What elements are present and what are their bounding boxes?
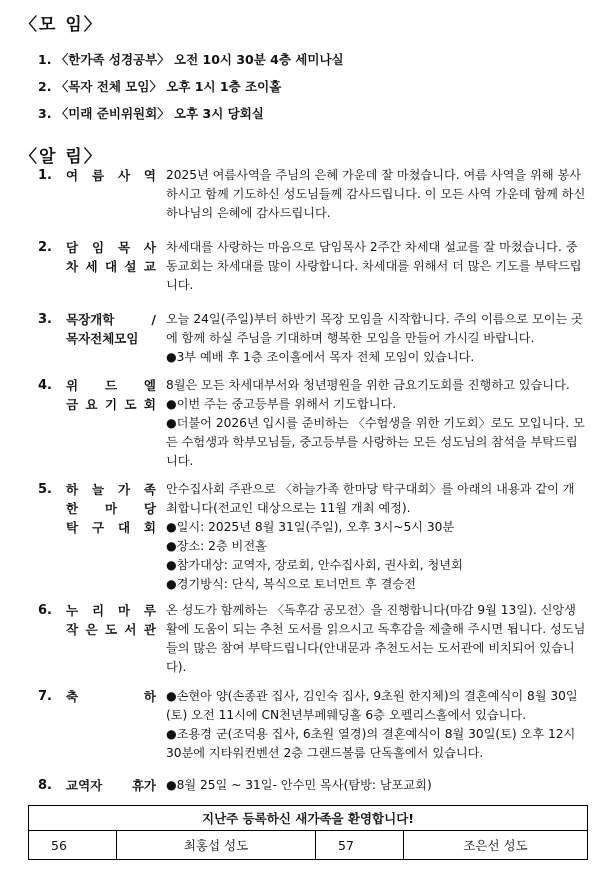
notice-number: 2. <box>38 240 52 255</box>
notice-body: 안수집사회 주관으로 〈하늘가족 한마당 탁구대회〉를 아래의 내용과 같이 개최합니다(전교인 대상으로는 11월 개최 예정). ●일시: 2025년 8월 31일(주일), 오후 3시~5시 30분 ●장소: 2층 비전홀 ●참가대상: 교역자, 장로회, 안수집사회, 권사회, 청년회 ●경기방식: 단식, 복식으로 토너먼트 후 결승전 <box>166 482 575 591</box>
notice-label: 교역자 휴가 <box>66 778 156 793</box>
notice-number: 6. <box>38 603 52 618</box>
welcome-title: 지난주 등록하신 새가족을 환영합니다! <box>29 806 588 831</box>
notice-body: 2025년 여름사역을 주님의 은혜 가운데 잘 마쳤습니다. 여름 사역을 위해 봉사하시고 함께 기도하신 성도님들께 감사드립니다. 이 모든 사역 가운데 함께 하신 하나님의 은혜에 감사드립니다. <box>166 168 586 220</box>
member-number: 56 <box>29 831 117 860</box>
notice-label: 여 름 사 역 <box>66 168 156 183</box>
meetings-title: 〈모 임〉 <box>20 15 103 35</box>
notice-body: 8월은 모든 차세대부서와 청년평원을 위한 금요기도회를 진행하고 있습니다. ●이번 주는 중고등부를 위해서 기도합니다. ●더불어 2026년 입시를 준비하는 〈수험생을 위한 기도회〉로도 모입니다. 모든 수험생과 학부모님들, 중고등부를 사랑하는 모든 성도님의 참석을 부탁드립니다. <box>166 378 585 468</box>
notice-label: 위 드 엘 금 요 기 도 회 <box>66 378 156 412</box>
notices-title: 〈알 림〉 <box>20 147 103 167</box>
notice-number: 8. <box>38 778 52 793</box>
notice-label: 축 하 <box>66 689 156 704</box>
notice-body: ●8월 25일 ~ 31일- 안수민 목사(탐방: 남포교회) <box>166 778 432 792</box>
notice-number: 4. <box>38 378 52 393</box>
table-row <box>29 831 588 860</box>
member-name: 조은선 성도 <box>404 831 588 860</box>
notice-body: 차세대를 사랑하는 마음으로 담임목사 2주간 차세대 설교를 잘 마쳤습니다. 중동교회는 차세대를 많이 사랑합니다. 차세대를 위해서 더 많은 기도를 부탁드립니다. <box>166 240 582 292</box>
welcome-table <box>28 805 588 860</box>
notice-number: 1. <box>38 168 52 183</box>
meeting-item: 1. 〈한가족 성경공부〉 오전 10시 30분 4층 세미나실 <box>38 52 344 67</box>
member-name: 최홍섭 성도 <box>117 831 316 860</box>
notice-label: 하 늘 가 족 한 마 당 탁 구 대 회 <box>66 482 156 535</box>
meeting-item: 2. 〈목자 전체 모임〉 오후 1시 1층 조이홀 <box>38 79 282 94</box>
notice-label: 담 임 목 사 차 세 대 설 교 <box>66 240 156 274</box>
member-number: 57 <box>316 831 404 860</box>
notice-body: 오늘 24일(주일)부터 하반기 목장 모임을 시작합니다. 주의 이름으로 모이는 곳에 함께 하실 주님을 기대하며 행복한 모임을 만들어 가시길 바랍니다. ●3부 예배 후 1층 조이홀에서 목자 전체 모임이 있습니다. <box>166 312 583 364</box>
notice-label: 누 리 마 루 작 은 도 서 관 <box>66 603 156 637</box>
notice-body: ●손현아 양(손종관 집사, 김인숙 집사, 9초원 한지체)의 결혼예식이 8월 30일(토) 오전 11시에 CN천년부페웨딩홀 6층 오펠리스홀에서 있습니다. ●조용경 군(조덕용 집사, 6초원 열경)의 결혼예식이 8월 30일(토) 오후 12시 30분에 지타워컨벤션 2층 그랜드볼룸 단독홀에서 있습니다. <box>166 689 578 760</box>
notice-body: 온 성도가 함께하는 〈독후감 공모전〉을 진행합니다(마감 9월 13일). 신앙생활에 도움이 되는 추천 도서를 읽으시고 독후감을 제출해 주시면 됩니다. 성도님들의 많은 참여 부탁드립니다(안내문과 추천도서는 도서관에 비치되어 있습니다). <box>166 603 586 674</box>
notice-number: 5. <box>38 482 52 497</box>
notice-number: 7. <box>38 689 52 704</box>
meeting-item: 3. 〈미래 준비위원회〉 오후 3시 당회실 <box>38 106 264 121</box>
notice-number: 3. <box>38 312 52 327</box>
notice-label: 목장개학 / 목자전체모임 <box>66 312 156 346</box>
